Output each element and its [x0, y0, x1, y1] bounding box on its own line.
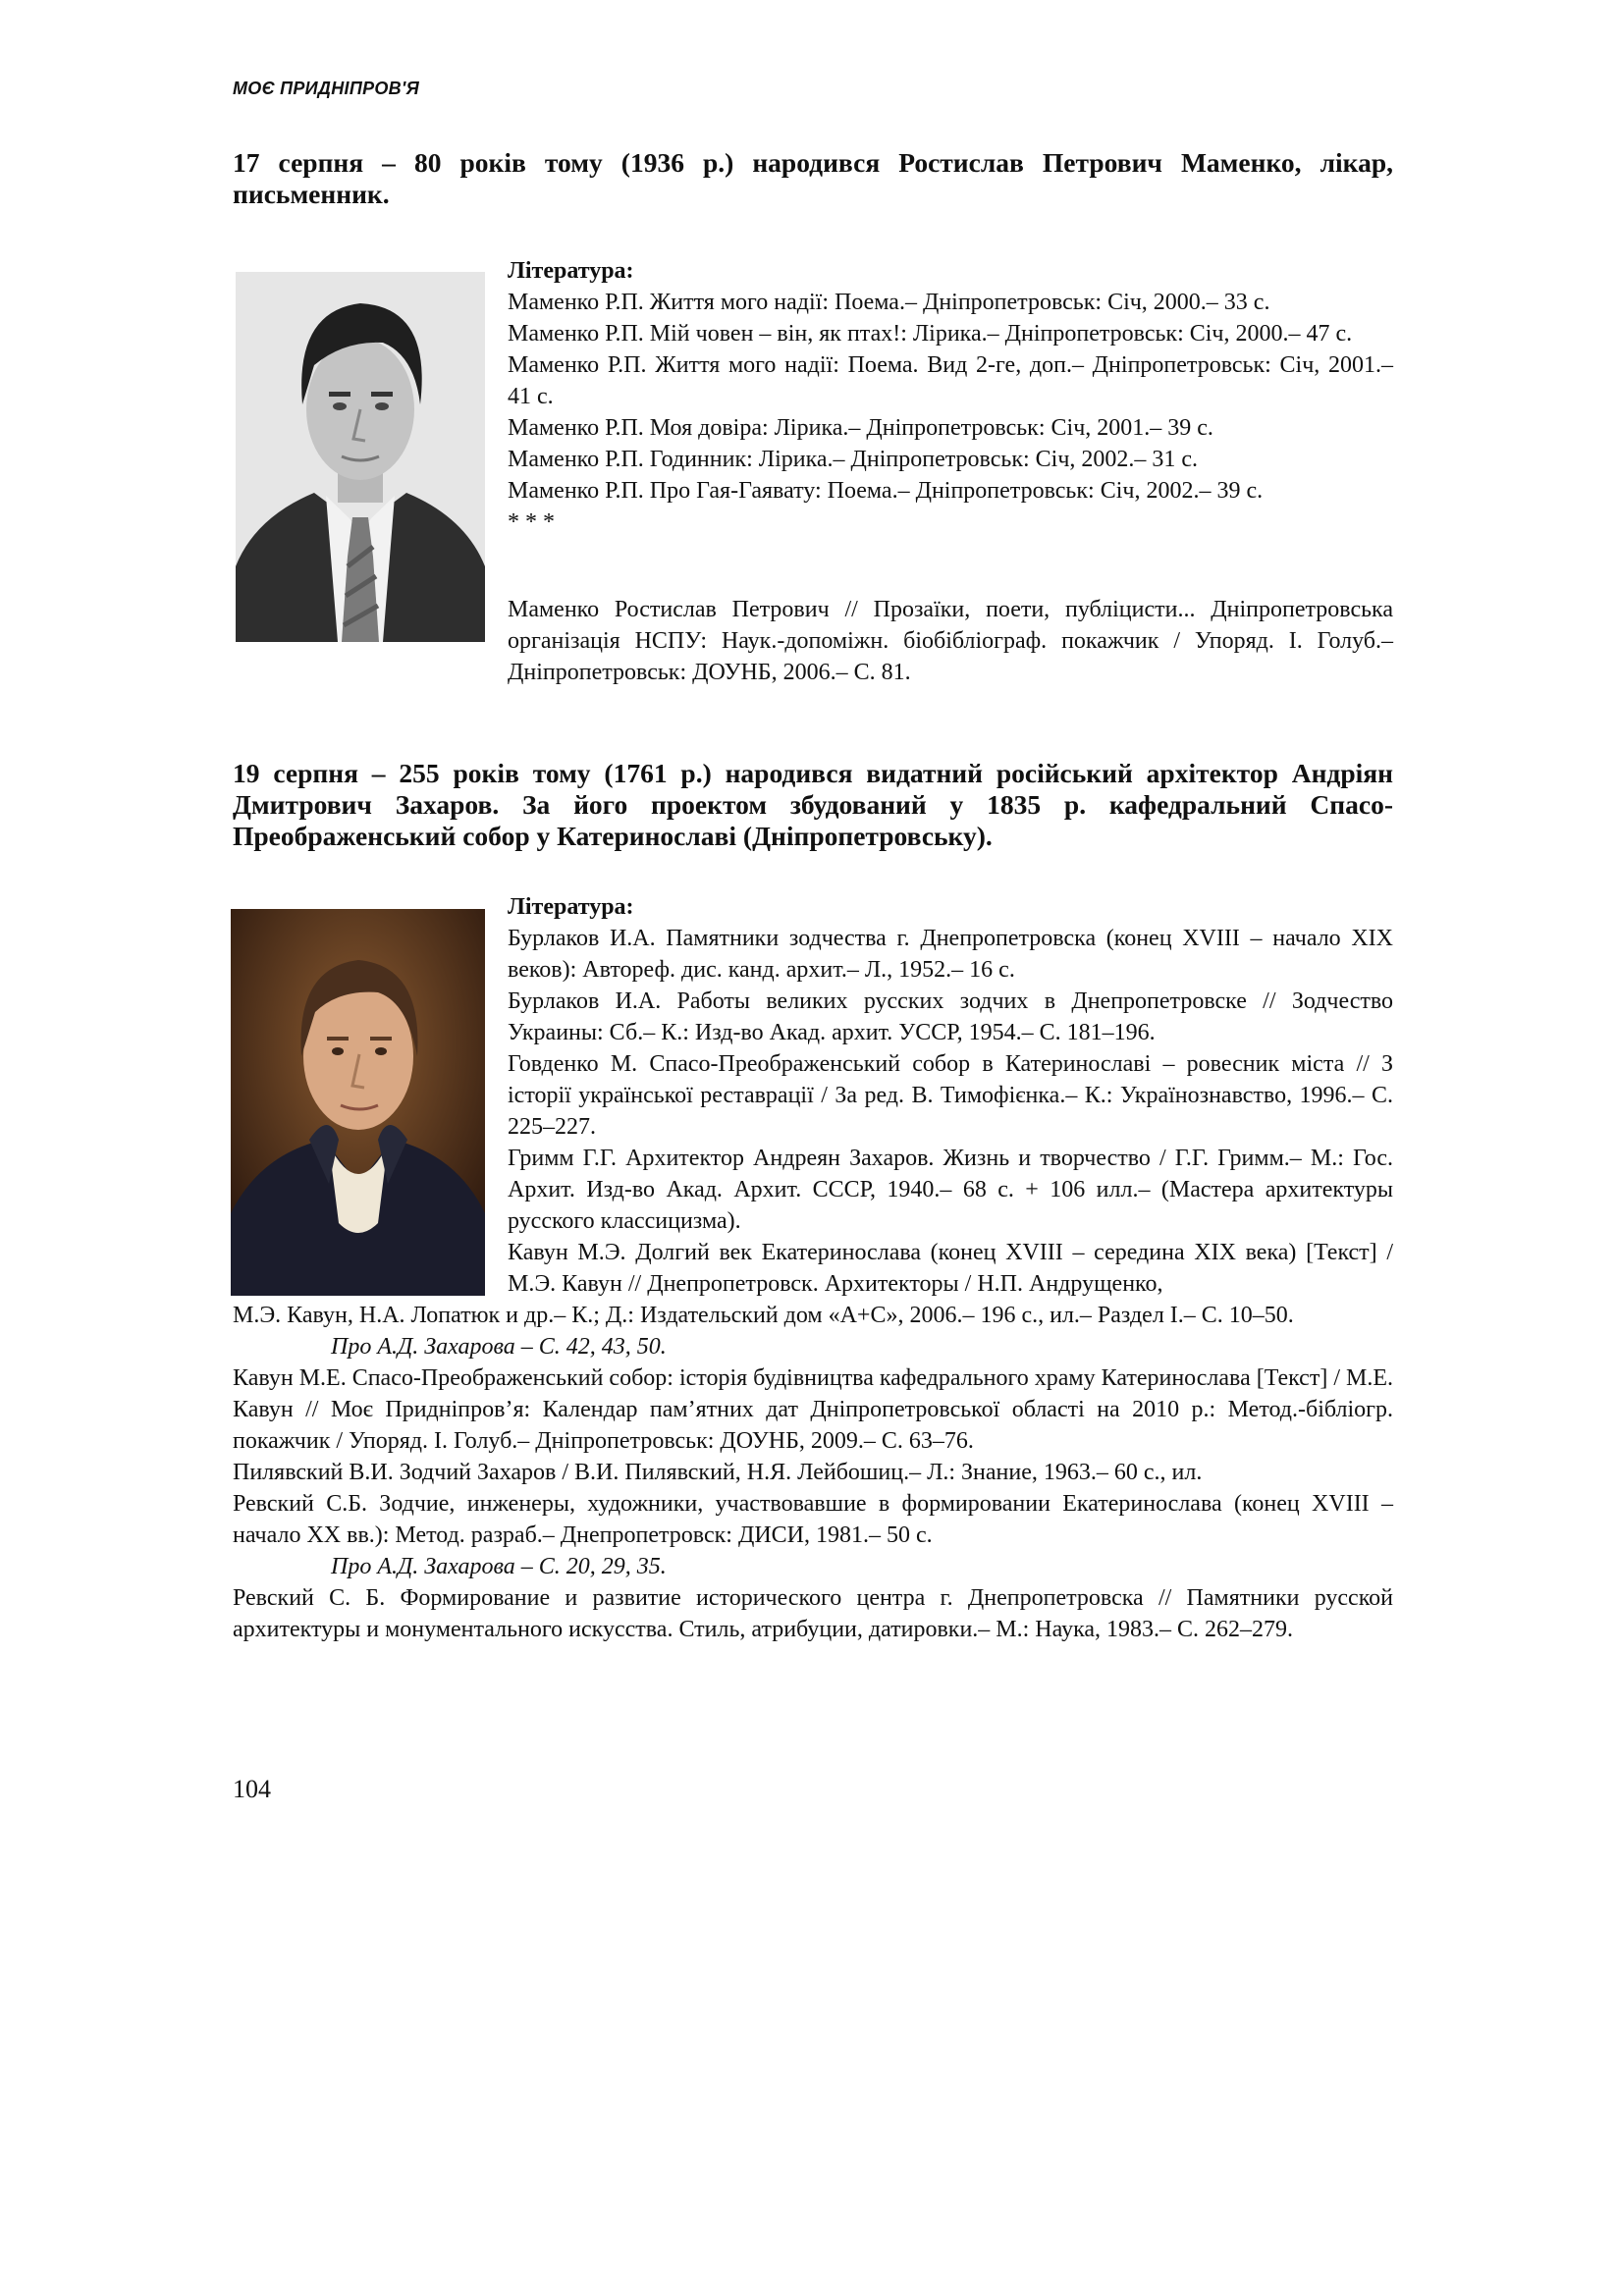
- literature-list-zakharov-continued: [233, 1300, 1393, 1645]
- literature-list-mamenko-continued: [508, 594, 1393, 688]
- running-head: МОЄ ПРИДНІПРОВ'Я: [233, 79, 419, 98]
- reference-item: Маменко Р.П. Життя мого надії: Поема.– Дніпропетровськ: Січ, 2000.– 33 с.: [508, 290, 1270, 315]
- reference-page-note: Про А.Д. Захарова – С. 42, 43, 50.: [331, 1334, 667, 1360]
- reference-item: Говденко М. Спасо-Преображенський собор в Катеринославі – ровесник міста // З історії української реставрації / За ред. В. Тимофієнка.– К.: Українознавство, 1996.– С. 225–227.: [508, 1051, 1393, 1140]
- portrait-painting-zakharov: [231, 909, 485, 1296]
- reference-item: Гримм Г.Г. Архитектор Андреян Захаров. Жизнь и творчество / Г.Г. Гримм.– М.: Гос. Архит. Изд-во Акад. Архит. СССР, 1940.– 68 с. + 106 илл.– (Мастера архитектуры русского классицизма).: [508, 1146, 1393, 1234]
- reference-item: Бурлаков И.А. Работы великих русских зодчих в Днепропетровске // Зодчество Украины: Сб.– К.: Изд-во Акад. архит. УССР, 1954.– С. 181–196.: [508, 988, 1393, 1045]
- reference-item: Маменко Р.П. Життя мого надії: Поема. Вид 2-ге, доп.– Дніпропетровськ: Січ, 2001.– 41 с.: [508, 352, 1393, 409]
- section-heading-zakharov: 19 серпня – 255 років тому (1761 р.) народився видатний російський архітектор Андріян Дмитрович Захаров. За його проектом збудований у 1835 р. кафедральний Спасо-Преображенський собор у Катеринославі (Дніпропетровську).: [233, 758, 1393, 851]
- reference-item: Ревский С. Б. Формирование и развитие исторического центра г. Днепропетровска // Памятники русской архитектуры и монументального искусства. Стиль, атрибуции, датировки.– М.: Наука, 1983.– С. 262–279.: [233, 1585, 1393, 1642]
- separator: * * *: [508, 509, 555, 535]
- section-heading-mamenko: 17 серпня – 80 років тому (1936 р.) народився Ростислав Петрович Маменко, лікар, письменник.: [233, 147, 1393, 209]
- portrait-photo-mamenko: [236, 272, 485, 642]
- page-number: 104: [233, 1775, 271, 1803]
- reference-item: Маменко Р.П. Про Гая-Гаявату: Поема.– Дніпропетровськ: Січ, 2002.– 39 с.: [508, 478, 1264, 504]
- literature-list-mamenko: [508, 255, 1393, 538]
- literature-list-zakharov: [508, 891, 1393, 1300]
- reference-page-note: Про А.Д. Захарова – С. 20, 29, 35.: [331, 1554, 667, 1579]
- reference-item: Бурлаков И.А. Памятники зодчества г. Днепропетровска (конец XVIII – начало XIX веков): Автореф. дис. канд. архит.– Л., 1952.– 16 с.: [508, 926, 1393, 983]
- literature-label: Література:: [508, 258, 634, 284]
- reference-item: Кавун М.Е. Спасо-Преображенський собор: історія будівництва кафедрального храму Катеринослава [Текст] / М.Е. Кавун // Моє Придніпров’я: Календар пам’ятних дат Дніпропетровської області на 2010 р.: Метод.-бібліогр. покажчик / Упоряд. І. Голуб.– Дніпропетровськ: ДОУНБ, 2009.– С. 63–76.: [233, 1365, 1393, 1454]
- reference-item: Маменко Р.П. Моя довіра: Лірика.– Дніпропетровськ: Січ, 2001.– 39 с.: [508, 415, 1213, 441]
- reference-item: Кавун М.Э. Долгий век Екатеринослава (конец XVIII – середина XIX века) [Текст] / М.Э. Кавун // Днепропетровск. Архитекторы / Н.П. Андрущенко,: [508, 1240, 1393, 1297]
- reference-item: Маменко Р.П. Годинник: Лірика.– Дніпропетровськ: Січ, 2002.– 31 с.: [508, 447, 1199, 472]
- reference-item: Маменко Ростислав Петрович // Прозаїки, поети, публіцисти... Дніпропетровська організація НСПУ: Наук.-допоміжн. біобібліограф. покажчик / Упоряд. І. Голуб.– Дніпропетровськ: ДОУНБ, 2006.– С. 81.: [508, 597, 1393, 685]
- reference-item: Маменко Р.П. Мій човен – він, як птах!: Лірика.– Дніпропетровськ: Січ, 2000.– 47 с.: [508, 321, 1353, 347]
- reference-item: Пилявский В.И. Зодчий Захаров / В.И. Пилявский, Н.Я. Лейбошиц.– Л.: Знание, 1963.– 60 с., ил.: [233, 1460, 1203, 1485]
- literature-label: Література:: [508, 894, 634, 920]
- reference-item: М.Э. Кавун, Н.А. Лопатюк и др.– К.; Д.: Издательский дом «А+С», 2006.– 196 с., ил.– Раздел І.– С. 10–50.: [233, 1303, 1294, 1328]
- reference-item: Ревский С.Б. Зодчие, инженеры, художники, участвовавшие в формировании Екатеринослава (конец XVIII – начало XX вв.): Метод. разраб.– Днепропетровск: ДИСИ, 1981.– 50 с.: [233, 1491, 1393, 1548]
